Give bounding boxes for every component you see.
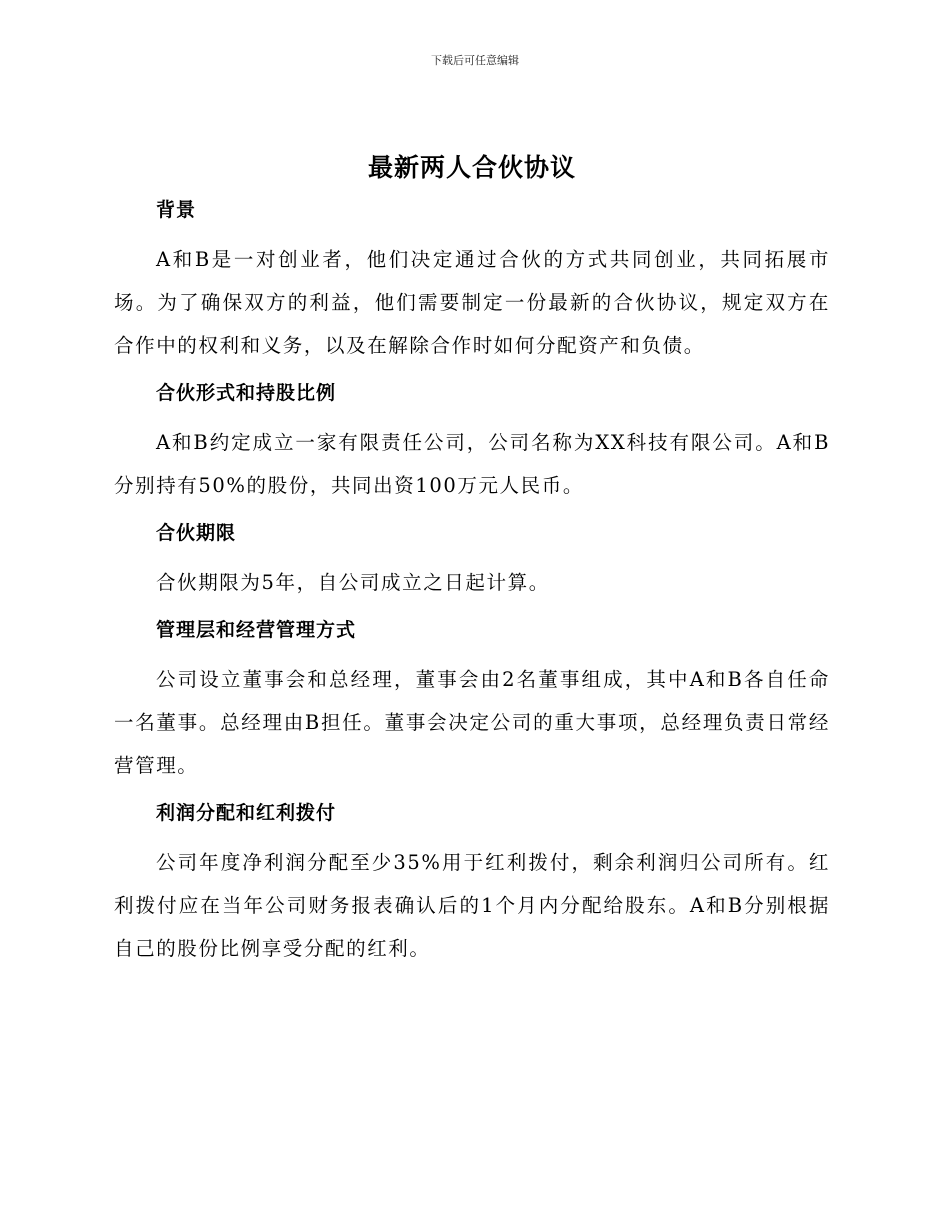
section-heading-profit-distribution: 利润分配和红利拨付 bbox=[156, 802, 337, 824]
section-heading-partnership-form: 合伙形式和持股比例 bbox=[156, 382, 337, 404]
section-heading-partnership-term: 合伙期限 bbox=[156, 522, 237, 544]
section-paragraph-background: A和B是一对创业者，他们决定通过合伙的方式共同创业，共同拓展市场。为了确保双方的利益，他们需要制定一份最新的合伙协议，规定双方在合作中的权利和义务，以及在解除合作时如何分配资产和负债。 bbox=[114, 248, 830, 357]
section-heading-management: 管理层和经营管理方式 bbox=[156, 619, 357, 641]
section-paragraph-partnership-term: 合伙期限为5年，自公司成立之日起计算。 bbox=[156, 571, 550, 594]
document-body bbox=[114, 146, 830, 970]
document-title: 最新两人合伙协议 bbox=[367, 153, 576, 182]
page-header: 下载后可任意编辑 bbox=[431, 54, 519, 67]
section-paragraph-management: 公司设立董事会和总经理，董事会由2名董事组成，其中A和B各自任命一名董事。总经理由B担任。董事会决定公司的重大事项，总经理负责日常经营管理。 bbox=[114, 668, 830, 777]
section-paragraph-partnership-form: A和B约定成立一家有限责任公司，公司名称为XX科技有限公司。A和B分别持有50%的股份，共同出资100万元人民币。 bbox=[114, 431, 830, 497]
section-paragraph-profit-distribution: 公司年度净利润分配至少35%用于红利拨付，剩余利润归公司所有。红利拨付应在当年公司财务报表确认后的1个月内分配给股东。A和B分别根据自己的股份比例享受分配的红利。 bbox=[114, 851, 830, 960]
section-heading-background: 背景 bbox=[156, 199, 197, 221]
